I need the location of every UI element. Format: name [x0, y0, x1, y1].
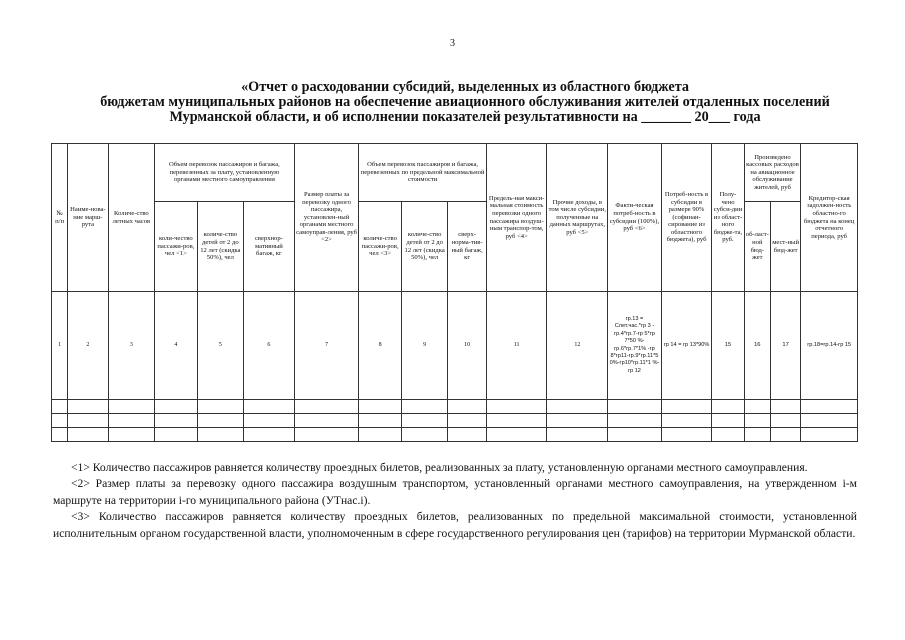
- colnum-16: 16: [744, 292, 770, 400]
- header-c12: Прочие доходы, в том числе субсидии, полученные на данных маршрутах, руб <5>: [547, 144, 608, 292]
- footnote-1: <1> Количество пассажиров равняется количеству проездных билетов, реализованных за плату, установленную органами местного самоуправления.: [71, 461, 808, 474]
- table-row-empty: [52, 400, 858, 414]
- footnote-2: <2> Размер платы за перевозку одного пассажира воздушным транспортом, установленный органами местного самоуправления, на утвержденном i-м маршруте на территории i-го муниципального района (УТнас.i).: [53, 477, 857, 507]
- header-c6: сверхнор-мативный багаж, кг: [244, 202, 295, 292]
- header-group-b: Объем перевозок пассажиров и багажа, перевезенных по предельной максимальной стоимости: [359, 144, 486, 202]
- colnum-12: 12: [547, 292, 608, 400]
- formula-c13: гр.13 = Слет.час.*гр 3 - гр.4*гр.7-гр 5*гр 7*50 %-гр.6*гр.7*1% -гр 8*гр11-гр.9*гр.11*5 0%-гр10*гр.11*1 %-гр 12: [608, 292, 662, 400]
- header-c14: Потреб-ность в субсидии в размере 90% (софинан-сирование из областного бюджета), руб: [661, 144, 712, 292]
- colnum-9: 9: [401, 292, 448, 400]
- formula-c18: гр.18=гр.14-гр 15: [801, 292, 858, 400]
- report-table: [51, 143, 858, 442]
- colnum-5: 5: [197, 292, 244, 400]
- colnum-6: 6: [244, 292, 295, 400]
- colnum-17: 17: [770, 292, 800, 400]
- colnum-4: 4: [155, 292, 197, 400]
- header-c1: № п/п: [52, 144, 68, 292]
- colnum-10: 10: [448, 292, 486, 400]
- title-line-2: бюджетам муниципальных районов на обеспечение авиационного обслуживания жителей отдаленных поселений: [100, 94, 830, 110]
- header-c15: Полу-чено субси-дии из област-ного бюдже-та, руб.: [712, 144, 744, 292]
- table-row-empty: [52, 428, 858, 442]
- table-row-empty: [52, 414, 858, 428]
- header-c16: об-ласт-ной бюд-жет: [744, 202, 770, 292]
- formula-c14: гр 14 = гр 13*90%: [661, 292, 712, 400]
- header-group-c: Произведено кассовых расходов на авиационное обслуживание жителей, руб: [744, 144, 801, 202]
- colnum-15: 15: [712, 292, 744, 400]
- header-c2: Наиме-нова-ние марш-рута: [68, 144, 108, 292]
- colnum-3: 3: [108, 292, 155, 400]
- footnote-3: <3> Количество пассажиров равняется количеству проездных билетов, реализованных по предельной максимальной стоимости, установленной исполнительным органом государственной власти, уполномоченным в сфере государственного регулирования цен (тарифов) на территории Мурманской области.: [53, 510, 857, 540]
- header-c8: количе-ство пассажи-ров, чел <3>: [359, 202, 401, 292]
- colnum-2: 2: [68, 292, 108, 400]
- colnum-1: 1: [52, 292, 68, 400]
- header-c5: количе-ство детей от 2 до 12 лет (скидка 50%), чел: [197, 202, 244, 292]
- title-line-3: Мурманской области, и об исполнении показателей результативности на _______ 20___ года: [169, 109, 761, 125]
- report-title: [40, 80, 890, 125]
- footnotes: [53, 460, 857, 542]
- header-c17: мест-ный бюд-жет: [770, 202, 800, 292]
- header-c18: Кредитор-ская задолжен-ность областно-го бюджета на конец отчетного периода, руб: [801, 144, 858, 292]
- header-c11: Предель-ная макси-мальная стоимость перевозки одного пассажира воздуш-ным транспор-том, руб <4>: [486, 144, 547, 292]
- colnum-8: 8: [359, 292, 401, 400]
- page-number: 3: [450, 38, 455, 49]
- header-c4: коли-чество пассажи-ров, чел <1>: [155, 202, 197, 292]
- header-group-a: Объем перевозок пассажиров и багажа, перевезенных за плату, установленную органами местного самоуправления: [155, 144, 295, 202]
- header-c7: Размер платы за перевозку одного пассажира, установлен-ный органами местного самоуправ-ления, руб <2>: [294, 144, 359, 292]
- header-c10: сверх-норма-тив-ный багаж, кг: [448, 202, 486, 292]
- colnum-7: 7: [294, 292, 359, 400]
- header-c9: количе-ство детей от 2 до 12 лет (скидка 50%), чел: [401, 202, 448, 292]
- header-c13: Факти-ческая потреб-ность в субсидии (100%), руб <6>: [608, 144, 662, 292]
- colnum-11: 11: [486, 292, 547, 400]
- title-line-1: «Отчет о расходовании субсидий, выделенных из областного бюджета: [241, 79, 689, 95]
- header-c3: Количе-ство летных часов: [108, 144, 155, 292]
